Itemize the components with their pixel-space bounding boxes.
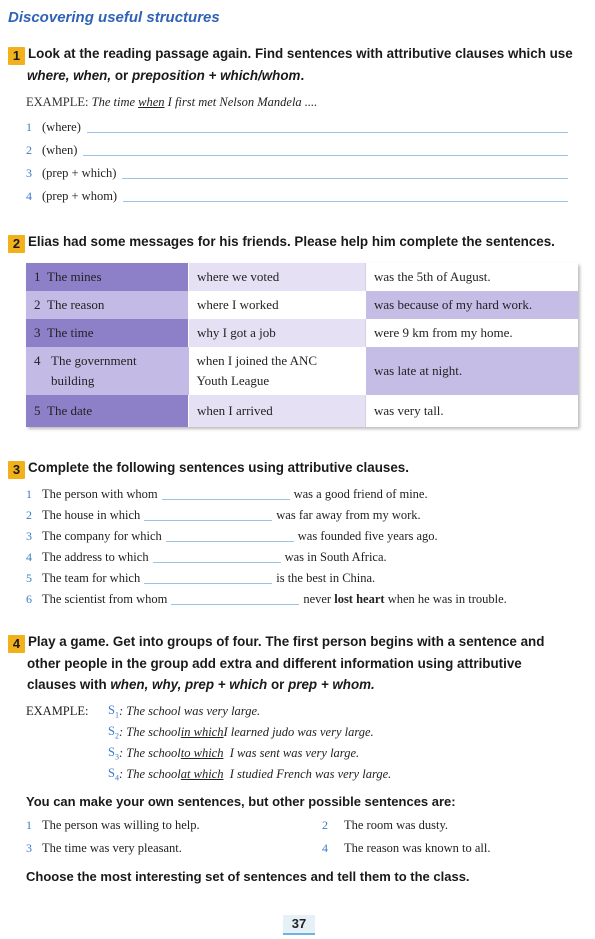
answer-line[interactable] — [171, 594, 299, 605]
item-number: 1 — [26, 120, 32, 134]
col-b-cell: when I arrived — [189, 395, 366, 427]
item-number: 3 — [26, 841, 32, 855]
table-row — [26, 263, 578, 291]
q4-examples — [26, 701, 566, 785]
speaker-label: $S_3$ — [108, 745, 119, 762]
question-number-badge: 1 — [8, 47, 25, 65]
connector: or — [267, 677, 289, 692]
q1-example — [26, 95, 317, 110]
answer-line[interactable] — [144, 573, 272, 584]
question-text: Play a game. Get into groups of four. The first person begins with a sentence and — [28, 634, 545, 649]
sentence-start: The scientist from whom — [42, 592, 168, 606]
options-grid — [26, 814, 566, 860]
question-text: Look at the reading passage again. Find sentences with attributive clauses which use — [28, 46, 573, 61]
col-c-cell: were 9 km from my home. — [366, 319, 579, 347]
example-text: I was sent was very large. — [223, 746, 360, 760]
col-b-cell: when I joined the ANC Youth League — [189, 347, 366, 395]
connector: or — [111, 68, 132, 83]
col-a-cell: 2 The reason — [26, 291, 189, 319]
example-line — [26, 722, 566, 743]
example-label: EXAMPLE: — [26, 704, 89, 718]
answer-line[interactable] — [153, 552, 281, 563]
item-label: (when) — [42, 143, 78, 157]
sentence-end: is the best in China. — [276, 571, 376, 585]
table-row — [26, 291, 578, 319]
example-line — [26, 764, 566, 785]
example-text: : The school — [118, 767, 181, 781]
item-number: 2 — [322, 818, 328, 832]
example-line — [26, 701, 566, 722]
speaker-label: $S_4$ — [108, 766, 119, 783]
q3-item[interactable] — [26, 484, 586, 505]
q1-item[interactable] — [26, 139, 568, 162]
option-item: 4 The reason was known to all. — [322, 841, 491, 855]
sentence-end: never — [303, 592, 332, 606]
example-text: : The school — [118, 725, 181, 739]
sentence-end: was a good friend of mine. — [293, 487, 428, 501]
sentence-start: The team for which — [42, 571, 141, 585]
closing-instruction: Choose the most interesting set of sentences and tell them to the class. — [26, 869, 470, 884]
example-text: The time — [91, 95, 139, 109]
example-text: I studied French was very large. — [223, 767, 392, 781]
answer-line[interactable] — [144, 510, 272, 521]
q3-item[interactable] — [26, 505, 586, 526]
answer-line[interactable] — [83, 146, 568, 156]
answer-line[interactable] — [123, 192, 568, 202]
page-number: 37 — [283, 915, 315, 935]
q3-item[interactable] — [26, 568, 586, 589]
own-sentences-note: You can make your own sentences, but other possible sentences are: — [26, 794, 456, 809]
col-a-cell: 1 The mines — [26, 263, 189, 291]
question-text: Elias had some messages for his friends. Please help him complete the sentences. — [28, 234, 555, 249]
col-c-cell: was very tall. — [366, 395, 579, 427]
col-c-cell: was the 5th of August. — [366, 263, 579, 291]
item-number: 3 — [26, 166, 32, 180]
item-number: 5 — [26, 571, 32, 585]
example-label: EXAMPLE: — [26, 95, 89, 109]
q1-item[interactable] — [26, 162, 568, 185]
q3-item[interactable] — [26, 589, 586, 610]
section-heading: Discovering useful structures — [8, 9, 220, 26]
answer-line[interactable] — [122, 169, 568, 179]
example-text: : The school was very large. — [118, 704, 261, 718]
table-row — [26, 319, 578, 347]
example-line — [26, 743, 566, 764]
table-row — [26, 395, 578, 427]
item-number: 1 — [26, 818, 32, 832]
keyword: preposition + which/whom — [131, 68, 301, 83]
example-text: I learned judo was very large. — [223, 725, 374, 739]
item-number: 6 — [26, 592, 32, 606]
sentence-end: was founded five years ago. — [297, 529, 438, 543]
col-c-cell: was late at night. — [366, 347, 579, 395]
item-label: (prep + whom) — [42, 189, 118, 203]
col-b-cell: where we voted — [189, 263, 366, 291]
sentence-end: when he was in trouble. — [387, 592, 507, 606]
question-number-badge: 3 — [8, 461, 25, 479]
punct: . — [300, 68, 305, 83]
sentence-start: The company for which — [42, 529, 162, 543]
keyword: prep + whom. — [288, 677, 375, 692]
option-item: 1 The person was willing to help. — [26, 818, 200, 832]
question-2 — [8, 231, 593, 253]
example-text: : The school — [118, 746, 181, 760]
option-item: 2 The room was dusty. — [322, 818, 449, 832]
item-number: 4 — [26, 550, 32, 564]
example-underline: when — [138, 95, 165, 109]
sentence-start: The house in which — [42, 508, 141, 522]
question-1 — [8, 43, 593, 86]
item-label: (where) — [42, 120, 81, 134]
answer-line[interactable] — [87, 123, 568, 133]
q3-items — [26, 484, 586, 610]
q1-item[interactable] — [26, 185, 568, 208]
item-number: 2 — [26, 143, 32, 157]
q1-item[interactable] — [26, 116, 568, 139]
col-a-cell: 3 The time — [26, 319, 189, 347]
item-number: 4 — [26, 189, 32, 203]
q1-blanks — [26, 116, 568, 208]
col-b-cell: where I worked — [189, 291, 366, 319]
example-text: I first met Nelson Mandela .... — [164, 95, 318, 109]
example-underline: to which — [180, 746, 224, 760]
sentence-end: was far away from my work. — [276, 508, 421, 522]
sentence-end: was in South Africa. — [284, 550, 387, 564]
question-4 — [8, 631, 593, 695]
col-c-cell: was because of my hard work. — [366, 291, 579, 319]
speaker-label: $S_2$ — [108, 724, 119, 741]
example-underline: in which — [180, 725, 224, 739]
item-number: 1 — [26, 487, 32, 501]
speaker-label: $S_1$ — [108, 703, 119, 720]
question-3 — [8, 457, 593, 479]
sentence-start: The address to which — [42, 550, 149, 564]
q3-item[interactable] — [26, 526, 586, 547]
table-row — [26, 347, 578, 395]
col-a-cell: 5 The date — [26, 395, 189, 427]
matching-table — [26, 263, 578, 427]
question-text: clauses with — [27, 677, 111, 692]
q3-item[interactable] — [26, 547, 586, 568]
item-number: 4 — [322, 841, 328, 855]
sentence-start: The person with whom — [42, 487, 158, 501]
item-number: 2 — [26, 508, 32, 522]
bold-phrase: lost heart — [334, 592, 385, 606]
keyword: when, why, prep + which — [110, 677, 268, 692]
item-number: 3 — [26, 529, 32, 543]
question-text: Complete the following sentences using attributive clauses. — [28, 460, 409, 475]
col-b-cell: why I got a job — [189, 319, 366, 347]
option-item: 3 The time was very pleasant. — [26, 841, 182, 855]
answer-line[interactable] — [162, 489, 290, 500]
example-underline: at which — [180, 767, 224, 781]
question-number-badge: 2 — [8, 235, 25, 253]
keyword: where, when, — [27, 68, 112, 83]
item-label: (prep + which) — [42, 166, 117, 180]
question-text: other people in the group add extra and different information using attributive — [27, 656, 522, 671]
question-number-badge: 4 — [8, 635, 25, 653]
col-a-cell: 4 The government building — [26, 347, 189, 395]
answer-line[interactable] — [166, 531, 294, 542]
